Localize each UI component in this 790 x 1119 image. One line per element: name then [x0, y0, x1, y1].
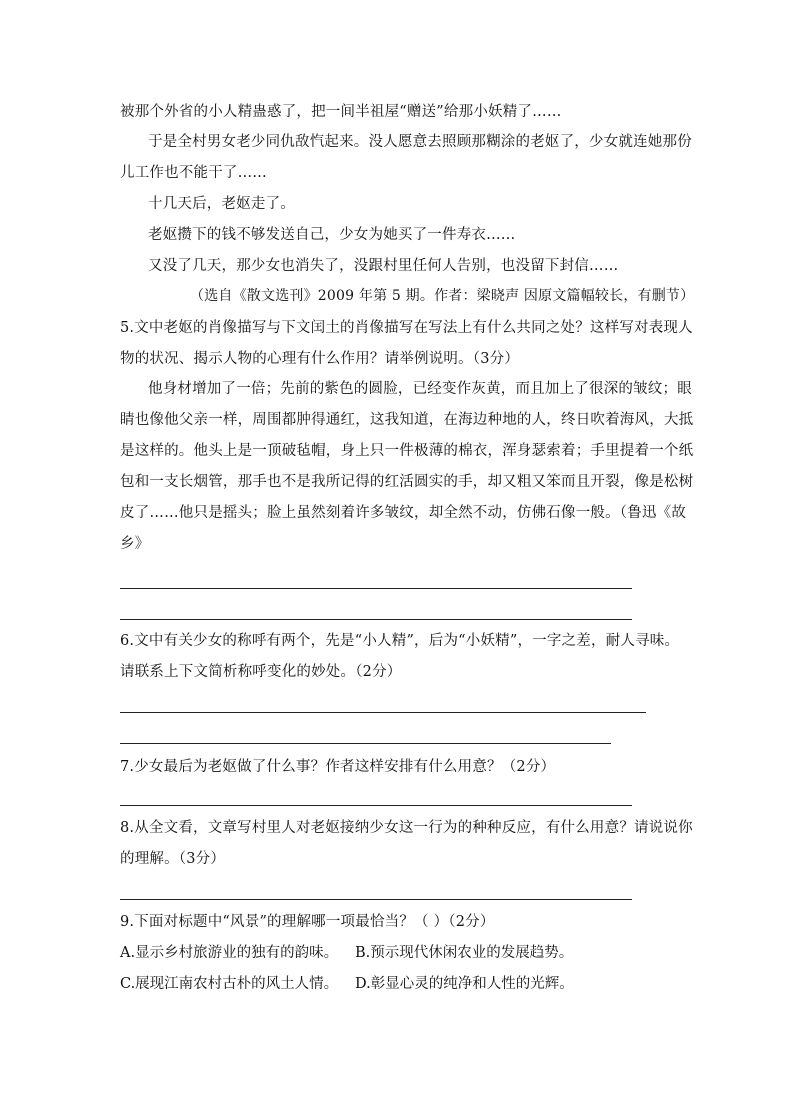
question-5-line-1: 5.文中老妪的肖像描写与下文闰土的肖像描写在写法上有什么共同之处？这样写对表现人 — [120, 320, 693, 336]
question-9-option-c[interactable]: C.展现江南农村古朴的风土人情。 — [120, 976, 339, 992]
answer-line-q6-2[interactable] — [120, 743, 611, 744]
answer-line-q5-2[interactable] — [120, 619, 632, 620]
answer-line-q5-1[interactable] — [120, 588, 632, 589]
story-paragraph-2-line-2: 儿工作也不能干了…… — [120, 165, 267, 181]
question-8-line-1: 8.从全文看，文章写村里人对老妪接纳少女这一行为的种种反应，有什么用意？请说说你 — [120, 820, 693, 836]
question-9-stem: 9.下面对标题中“风景”的理解哪一项最恰当？（ ）（2分） — [120, 914, 495, 930]
question-9-option-d[interactable]: D.彰显心灵的纯净和人性的光辉。 — [355, 976, 574, 992]
story-paragraph-5: 又没了几天，那少女也消失了，没跟村里任何人告别，也没留下封信…… — [148, 258, 619, 274]
question-5-quote-line-2: 睛也像他父亲一样，周围都肿得通红，这我知道，在海边种地的人，终日吹着海风，大抵 — [120, 412, 694, 428]
story-paragraph-1: 被那个外省的小人精蛊惑了，把一间半祖屋“赠送”给那小妖精了…… — [120, 104, 562, 120]
question-5-quote-line-4: 包和一支长烟管，那手也不是我所记得的红活圆实的手，却又粗又笨而且开裂，像是松树 — [120, 474, 694, 490]
story-source-note: （选自《散文选刊》2009 年第 5 期。作者：梁晓声 因原文篇幅较长，有删节） — [190, 288, 695, 304]
question-5-line-2: 物的状况、揭示人物的心理有什么作用？请举例说明。（3分） — [120, 351, 520, 367]
story-paragraph-3: 十几天后，老妪走了。 — [148, 196, 295, 212]
question-5-quote-line-3: 是这样的。他头上是一顶破毡帽，身上只一件极薄的棉衣，浑身瑟索着；手里提着一个纸 — [120, 443, 694, 459]
story-paragraph-2-line-1: 于是全村男女老少同仇敌忾起来。没人愿意去照顾那糊涂的老妪了，少女就连她那份 — [148, 134, 692, 150]
answer-line-q6-1[interactable] — [120, 712, 646, 713]
question-9-option-a[interactable]: A.显示乡村旅游业的独有的韵味。 — [120, 945, 339, 961]
question-9-option-b[interactable]: B.预示现代休闲农业的发展趋势。 — [355, 945, 574, 961]
question-6-line-1: 6.文中有关少女的称呼有两个，先是“小人精”，后为“小妖精”，一字之差，耐人寻味。 — [120, 633, 680, 649]
question-7-line-1: 7.少女最后为老妪做了什么事？作者这样安排有什么用意？（2分） — [120, 759, 556, 775]
question-6-line-2: 请联系上下文简析称呼变化的妙处。（2分） — [120, 664, 402, 680]
answer-line-q7[interactable] — [120, 805, 632, 806]
question-5-quote-line-1: 他身材增加了一倍；先前的紫色的圆脸，已经变作灰黄，而且加上了很深的皱纹；眼 — [148, 381, 692, 397]
answer-line-q8[interactable] — [120, 899, 632, 900]
question-8-line-2: 的理解。（3分） — [120, 851, 226, 867]
story-paragraph-4: 老妪攒下的钱不够发送自己，少女为她买了一件寿衣…… — [148, 227, 516, 243]
question-5-quote-line-5: 皮了……他只是摇头；脸上虽然刻着许多皱纹，却全然不动，仿佛石像一般。（鲁迅《故 — [120, 505, 687, 521]
question-5-quote-line-6: 乡》 — [120, 536, 150, 552]
